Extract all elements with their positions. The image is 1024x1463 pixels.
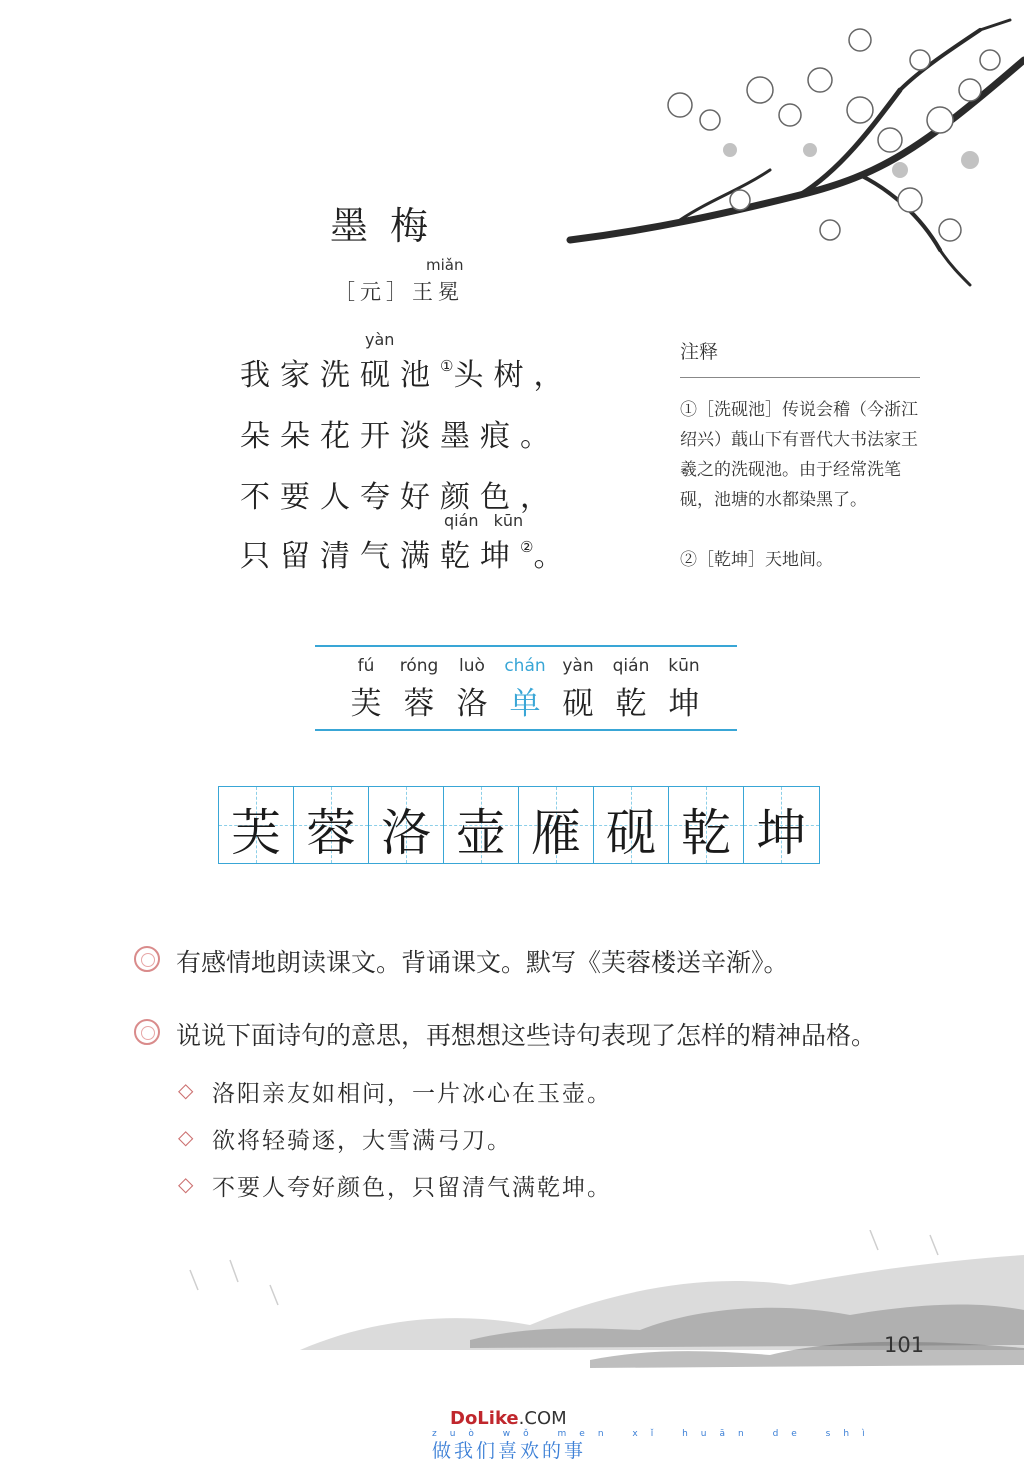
grid-cell (294, 787, 369, 863)
poem-line-text: 头树， (453, 358, 574, 393)
grid-char: 坤 (756, 804, 807, 862)
poem-line-text: 。 (533, 539, 574, 574)
page-number: 101 (884, 1333, 925, 1357)
poem-author: ［元］王冕 (334, 280, 464, 304)
watermark-slogan: 做我们喜欢的事 (432, 1440, 587, 1462)
vocab-pinyin: fú (357, 656, 375, 676)
grid-cell (519, 787, 594, 863)
notes-divider (680, 377, 920, 378)
vocab-char: 乾 (615, 686, 647, 722)
poem-line-4 (240, 531, 573, 575)
grid-char: 壶 (456, 804, 506, 862)
footnote-marker: ② (520, 538, 534, 556)
vocab-pinyin: kūn (668, 656, 700, 676)
grid-cell (219, 787, 294, 863)
watermark-brand (450, 1408, 567, 1429)
grid-cell (444, 787, 519, 863)
poem-line-1 (240, 350, 573, 394)
poem-title: 墨梅 (330, 204, 451, 248)
poem-line-3: 不要人夸好颜色， (240, 480, 560, 515)
writing-grid (218, 786, 820, 864)
vocab-char: 单 (509, 686, 541, 722)
grid-cell (369, 787, 444, 863)
notes-title: 注释 (680, 341, 719, 363)
footnote-marker: ① (440, 357, 454, 375)
diamond-bullet-icon: ◇ (178, 1172, 194, 1196)
grid-cell (669, 787, 744, 863)
vocab-char: 砚 (562, 686, 594, 722)
grid-char: 乾 (681, 804, 731, 862)
grid-cell (594, 787, 669, 863)
watermark-brand-red: DoLike (450, 1408, 519, 1429)
exercise-icon (134, 1019, 160, 1045)
vocab-pinyin: yàn (562, 656, 594, 676)
pinyin-qiankun: qián kūn (444, 511, 524, 530)
grid-char: 洛 (381, 804, 431, 862)
poem-line-2: 朵朵花开淡墨痕。 (240, 419, 560, 454)
exercise-2-item-2: 欲将轻骑逐，大雪满弓刀。 (212, 1128, 512, 1154)
vocab-pinyin: róng (399, 656, 439, 676)
exercise-2-item-3: 不要人夸好颜色，只留清气满乾坤。 (212, 1175, 612, 1201)
grid-char: 蓉 (306, 804, 356, 862)
exercise-1: 有感情地朗读课文。背诵课文。默写《芙蓉楼送辛渐》。 (176, 948, 789, 977)
vocab-char: 蓉 (403, 686, 435, 722)
diamond-bullet-icon: ◇ (178, 1125, 194, 1149)
grid-char: 砚 (606, 804, 656, 862)
vocab-pinyin: qián (612, 656, 650, 676)
watermark-pinyin: zuò wǒ men xǐ huān de shì (432, 1429, 878, 1439)
diamond-bullet-icon: ◇ (178, 1078, 194, 1102)
note-1: ①［洗砚池］传说会稽（今浙江绍兴）蕺山下有晋代大书法家王羲之的洗砚池。由于经常洗笔砚，池塘的水都染黑了。 (680, 400, 918, 510)
poem-line-text: 我家洗砚池 (240, 358, 440, 393)
ink-landscape-illustration (170, 1230, 1024, 1390)
watermark-brand-dark: .COM (518, 1408, 567, 1429)
exercise-2: 说说下面诗句的意思，再想想这些诗句表现了怎样的精神品格。 (176, 1021, 877, 1050)
note-2: ②［乾坤］天地间。 (680, 550, 833, 570)
vocab-bottom-rule (315, 729, 737, 731)
grid-char: 雁 (531, 804, 581, 862)
exercise-icon (134, 946, 160, 972)
vocab-char: 芙 (350, 686, 382, 722)
grid-cell (744, 787, 819, 863)
vocab-pinyin: luò (459, 656, 485, 676)
vocab-pinyin: chán (504, 656, 546, 676)
plum-blossom-illustration (560, 0, 1024, 290)
exercise-2-item-1: 洛阳亲友如相问，一片冰心在玉壶。 (212, 1081, 612, 1107)
pinyin-yan: yàn (365, 330, 395, 349)
vocab-char: 洛 (456, 686, 488, 722)
grid-char: 芙 (231, 804, 281, 862)
vocab-top-rule (315, 645, 737, 647)
vocab-char: 坤 (668, 686, 700, 722)
author-pinyin: miǎn (426, 256, 464, 274)
poem-line-text: 只留清气满乾坤 (240, 539, 520, 574)
